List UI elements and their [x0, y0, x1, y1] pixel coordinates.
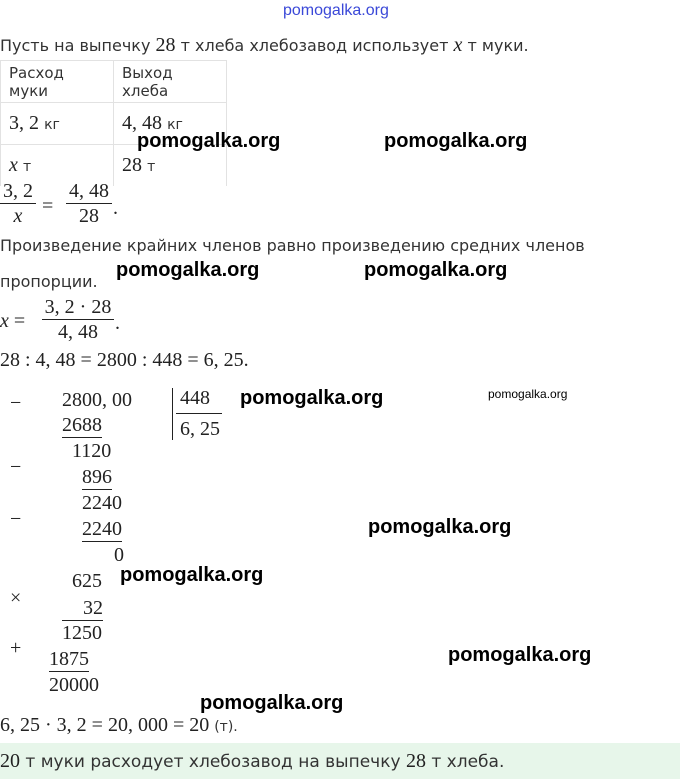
table-header-row	[1, 61, 227, 103]
minus-sign-2: −	[10, 456, 22, 478]
rule-line-1: Произведение крайних членов равно произведению средних членов	[0, 236, 585, 255]
step-subtrahend-2: 896	[82, 466, 112, 488]
table-cell: 28 т	[114, 145, 227, 187]
watermark: pomogalka.org	[368, 516, 512, 538]
dividend: 2800, 00	[62, 389, 132, 411]
proportion-equals: =	[42, 195, 54, 217]
multiplier: 32	[62, 597, 103, 621]
watermark: pomogalka.org	[137, 130, 281, 152]
step-remainder-final: 0	[114, 544, 124, 566]
watermark: pomogalka.org	[116, 259, 260, 281]
table-cell: x т	[1, 145, 114, 187]
division-line: 28 : 4, 48 = 2800 : 448 = 6, 25.	[0, 349, 249, 371]
minus-sign-1: −	[10, 392, 22, 414]
solve-fraction: 3, 2 · 28 4, 48	[42, 296, 114, 343]
answer-text: 20 т муки расходует хлебозавод на выпечку 28 т хлеба.	[0, 750, 505, 772]
partial-product-1: 1250	[62, 622, 102, 644]
watermark-top: pomogalka.org	[283, 2, 389, 19]
table-header-flour: Расход муки	[1, 61, 114, 103]
step-remainder-2: 2240	[82, 492, 122, 514]
step-subtrahend-3: 2240	[82, 518, 122, 540]
multiplicand: 625	[72, 570, 102, 592]
intro-var: x	[453, 34, 463, 56]
division-vertical-bar	[172, 388, 173, 440]
minus-sign-3: −	[10, 508, 22, 530]
final-calculation: 6, 25 · 3, 2 = 20, 000 = 20 (т).	[0, 714, 238, 736]
times-sign: ×	[10, 587, 22, 609]
rule-line-2: пропорции.	[0, 272, 98, 291]
step-remainder-1: 1120	[72, 440, 112, 462]
table-header-bread: Выход хлеба	[114, 61, 227, 103]
partial-product-2: 1875	[49, 648, 89, 670]
watermark: pomogalka.org	[488, 387, 568, 401]
solve-lhs: x =	[0, 310, 26, 332]
table-cell: 4, 48 кг	[114, 103, 227, 145]
proportion-right-fraction: 4, 48 28	[66, 180, 112, 227]
table-cell: 3, 2 кг	[1, 103, 114, 145]
solve-end: .	[115, 312, 120, 334]
intro-post: т муки.	[462, 36, 529, 55]
watermark: pomogalka.org	[120, 564, 264, 586]
proportion-left-fraction: 3, 2 x	[0, 180, 36, 227]
watermark: pomogalka.org	[364, 259, 508, 281]
watermark: pomogalka.org	[448, 644, 592, 666]
step-subtrahend-1: 2688	[62, 414, 102, 436]
proportion-end: .	[113, 197, 118, 219]
watermark: pomogalka.org	[240, 387, 384, 409]
divisor: 448	[180, 387, 210, 409]
intro-mid: т хлеба хлебозавод использует	[175, 36, 454, 55]
plus-sign: +	[10, 637, 22, 659]
watermark: pomogalka.org	[200, 692, 344, 714]
product-result: 20000	[49, 674, 99, 696]
divisor-underline	[176, 413, 222, 414]
watermark: pomogalka.org	[384, 130, 528, 152]
intro-pre: Пусть на выпечку	[0, 36, 156, 55]
intro-num: 28	[155, 34, 176, 56]
intro-text	[0, 34, 529, 57]
data-table	[0, 60, 227, 186]
quotient: 6, 25	[180, 418, 220, 440]
